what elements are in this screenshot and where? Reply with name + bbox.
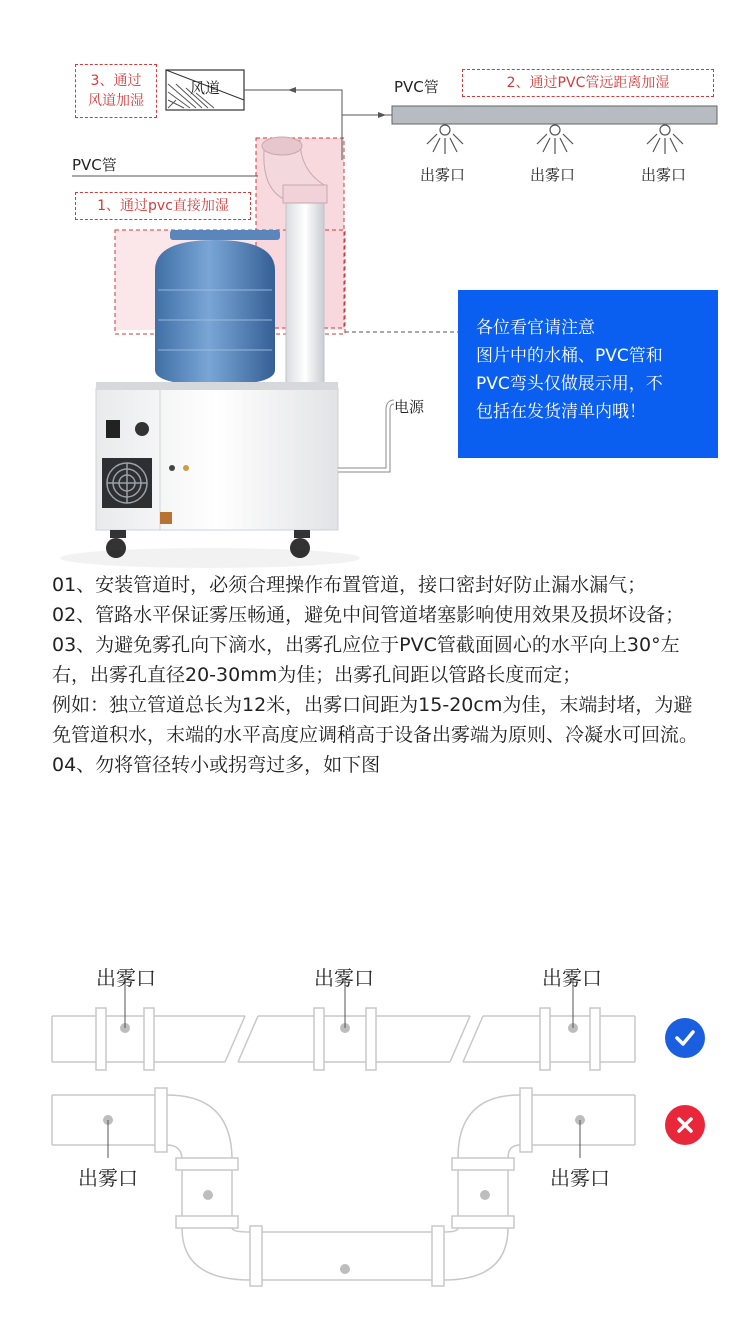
instruction-01: 01、安装管道时，必须合理操作布置管道，接口密封好防止漏水漏气；: [52, 574, 647, 596]
outlet-label-1: 出雾口: [420, 166, 466, 184]
notice-line-1: 各位看官请注意: [476, 318, 595, 338]
air-duct-method-box: [75, 64, 157, 118]
top-outlet-label-1: 出雾口: [96, 966, 156, 990]
pvc-far-method-box: [462, 69, 714, 97]
pvc-direct-method-box: [75, 192, 251, 220]
pvc-direct-method-text: 1、通过pvc直接加湿: [97, 198, 229, 214]
notice-line-2: 图片中的水桶、PVC管和: [476, 346, 663, 366]
top-outlet-label-3: 出雾口: [542, 966, 602, 990]
instruction-04: 04、勿将管径转小或拐弯过多，如下图: [52, 754, 381, 776]
pipe-layout-diagram: [0, 950, 750, 1332]
pvc-label-right: PVC管: [394, 78, 439, 96]
spray-icons: [427, 125, 683, 154]
instruction-example: 例如：独立管道总长为12米，出雾口间距为15-20cm为佳，末端封堵，为避免管道积水，末端的水平高度应调稍高于设备出雾端为原则、冷凝水可回流。: [52, 694, 699, 746]
notice-box: [458, 290, 718, 458]
bottom-outlet-label-2: 出雾口: [550, 1166, 610, 1190]
cross-icon: [665, 1105, 705, 1145]
instruction-03: 03、为避免雾孔向下滴水，出雾孔应位于PVC管截面圆心的水平向上30°左右，出雾孔直径20-30mm为佳；出雾孔间距以管路长度而定；: [52, 634, 680, 686]
air-duct-method-text: 3、通过 风道加湿: [88, 73, 144, 109]
top-outlet-label-2: 出雾口: [314, 966, 374, 990]
pvc-pipe-horizontal: [392, 106, 717, 124]
pvc-far-method-text: 2、通过PVC管远距离加湿: [506, 75, 670, 91]
outlet-label-2: 出雾口: [530, 166, 576, 184]
bottom-outlet-label-1: 出雾口: [78, 1166, 138, 1190]
pvc-label-left: PVC管: [72, 156, 117, 174]
check-icon: [665, 1018, 705, 1058]
instructions: [52, 570, 702, 780]
outlet-label-3: 出雾口: [641, 166, 687, 184]
air-duct-label: 风道: [190, 79, 221, 97]
instruction-02: 02、管路水平保证雾压畅通，避免中间管道堵塞影响使用效果及损坏设备；: [52, 604, 685, 626]
notice-line-3: PVC弯头仅做展示用，不: [476, 374, 663, 394]
notice-line-4: 包括在发货清单内哦！: [476, 402, 646, 422]
power-label: 电源: [394, 398, 425, 416]
